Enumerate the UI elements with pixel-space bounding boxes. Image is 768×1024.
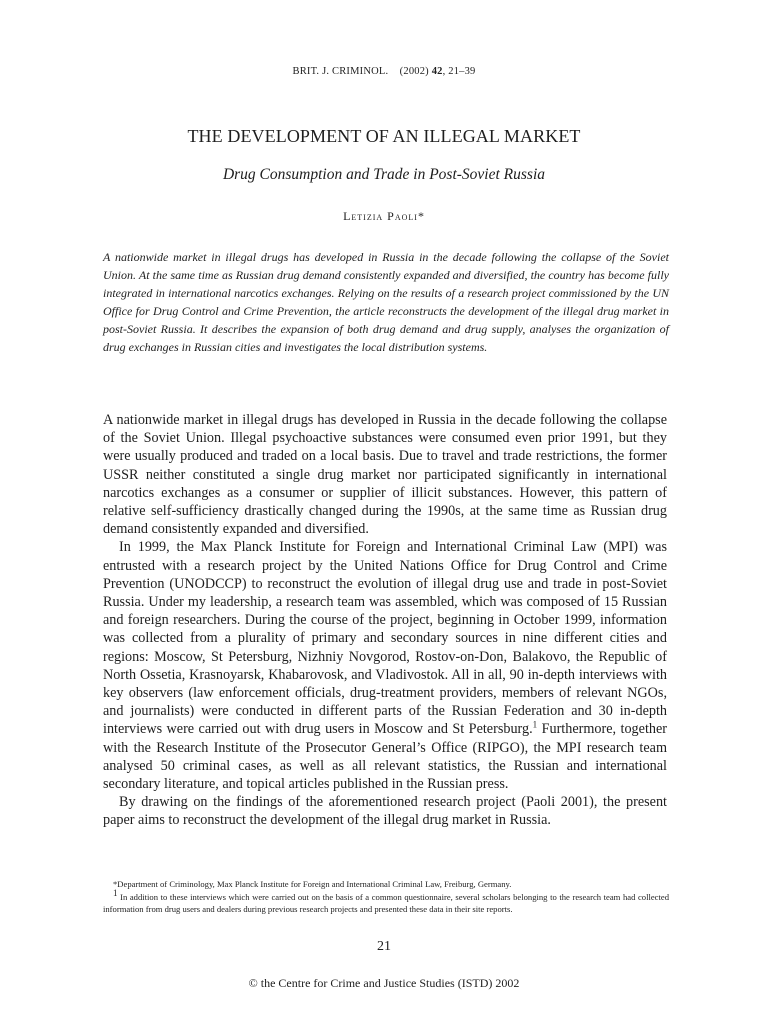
page-number: 21 [377, 939, 391, 954]
footnotes [103, 878, 669, 916]
footnote-1-marker: 1 [113, 887, 118, 898]
body-paragraph-2-part-b: Furthermore, together with the Research Institute of the Prosecutor General’s Office (RIPGO), the MPI research team analysed 50 criminal cases, as well as all relevant statistics, the Russian and international secondary literature, and topical articles published in the Russian press. [103, 721, 667, 793]
author-name: Letizia Paoli* [343, 209, 425, 223]
body-paragraph-3: By drawing on the findings of the aforementioned research project (Paoli 2001), the present paper aims to reconstruct the development of the illegal drug market in Russia. [103, 794, 667, 829]
body-paragraph-2 [103, 538, 667, 793]
journal-volume: 42 [431, 66, 443, 77]
footnote-1-text: In addition to these interviews which were carried out on the basis of a common questionnaire, several scholars belonging to the research team had collected information from drug users and dealers during previous research projects and presented these data in their site reports. [103, 891, 669, 914]
footnote-ref-1: 1 [532, 719, 538, 730]
paper-title: THE DEVELOPMENT OF AN ILLEGAL MARKET [187, 126, 581, 146]
footnote-author: *Department of Criminology, Max Planck Institute for Foreign and International Criminal Law, Freiburg, Germany. [113, 879, 512, 889]
journal-name: BRIT. J. CRIMINOL. [292, 66, 389, 77]
body-text [103, 411, 667, 830]
copyright-notice: © the Centre for Crime and Justice Studies (ISTD) 2002 [248, 976, 520, 990]
body-paragraph-1: A nationwide market in illegal drugs has developed in Russia in the decade following the collapse of the Soviet Union. Illegal psychoactive substances were consumed even prior 1991, but they were usually produced and traded on a local basis. Due to travel and trade restrictions, the former USSR neither constituted a single drug market nor participated significantly in international narcotics exchanges as a consumer or supplier of illicit substances. However, this pattern of relative self-sufficiency drastically changed during the 1990s, at the same time as Russian drug demand consistently expanded and diversified. [103, 412, 667, 538]
journal-year: (2002) [399, 66, 429, 77]
abstract-text: A nationwide market in illegal drugs has developed in Russia in the decade following the collapse of the Soviet Union. At the same time as Russian drug demand consistently expanded and diversified, the country has become fully integrated in international narcotics exchanges. Relying on the results of a research project commissioned by the UN Office for Drug Control and Crime Prevention, the article reconstructs the development of the illegal drug market in post-Soviet Russia. It describes the expansion of both drug demand and drug supply, analyses the organization of drug exchanges in Russian cities and investigates the local distribution systems. [103, 250, 669, 354]
journal-pages: , 21–39 [442, 66, 476, 77]
body-paragraph-2-part-a: In 1999, the Max Planck Institute for Foreign and International Criminal Law (MPI) was entrusted with a research project by the United Nations Office for Drug Control and Crime Prevention (UNODCCP) to reconstruct the evolution of illegal drug use and trade in post-Soviet Russia. Under my leadership, a research team was assembled, which was composed of 15 Russian and foreign researchers. During the course of the project, beginning in October 1999, information was collected from a plurality of primary and secondary sources in nine different cities and regions: Moscow, St Petersburg, Nizhniy Novgorod, Rostov-on-Don, Balakovo, the Republic of North Ossetia, Krasnoyarsk, Khabarovosk, and Vladivostok. All in all, 90 in-depth interviews with key observers (law enforcement officials, drug-treatment providers, members of relevant NGOs, and journalists) were conducted in different parts of the Russian Federation and 30 in-depth interviews were carried out with drug users in Moscow and St Petersburg. [103, 539, 667, 738]
journal-header [0, 66, 768, 77]
paper-subtitle: Drug Consumption and Trade in Post-Soviet Russia [222, 166, 546, 183]
abstract [103, 248, 669, 356]
footnote-1 [103, 887, 669, 916]
